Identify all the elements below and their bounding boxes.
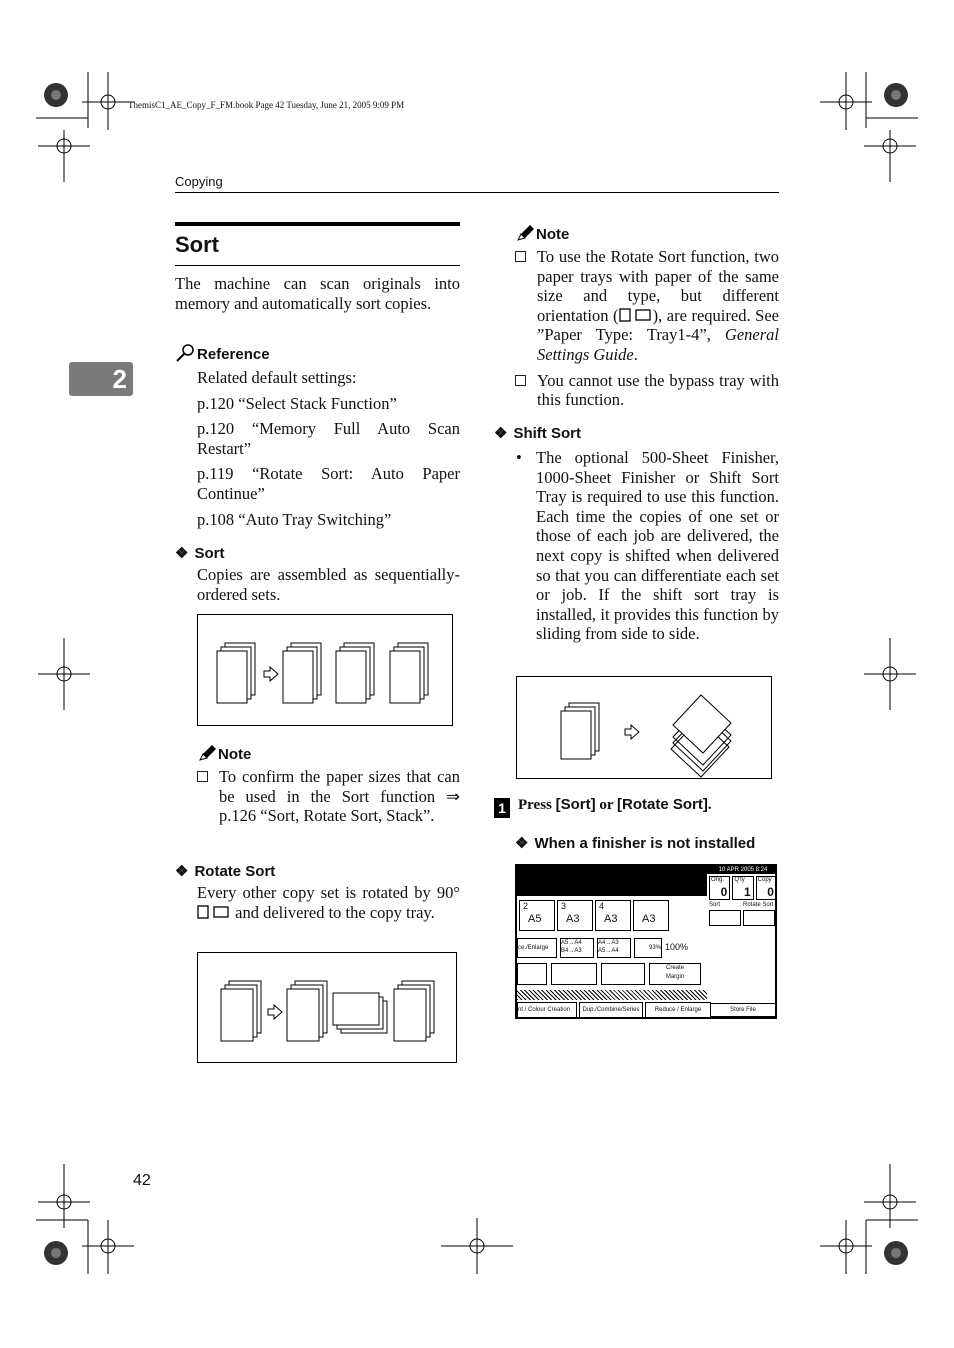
lcd-sort-key[interactable] xyxy=(709,910,741,926)
chapter-tab xyxy=(69,362,133,396)
reference-heading: Reference xyxy=(197,346,270,363)
checkbox-bullet-icon xyxy=(515,251,526,262)
create-margin-button[interactable]: Create Margin xyxy=(649,963,701,985)
note-item-2: You cannot use the bypass tray with this function. xyxy=(537,370,779,410)
tab-reduce-enlarge[interactable]: Reduce / Enlarge xyxy=(645,1002,711,1018)
header-rule xyxy=(175,192,779,193)
portrait-landscape-icon xyxy=(619,308,653,322)
sort-illustration xyxy=(197,614,453,726)
ratio-readout: 100% xyxy=(665,942,689,952)
lcd-ratio-row xyxy=(517,938,695,958)
step-1 xyxy=(494,796,779,818)
counter-copy: Copy 0 xyxy=(756,876,777,900)
shift-sort-subsection xyxy=(494,424,779,644)
tab-colour-creation[interactable]: nt / Colour Creation xyxy=(517,1002,577,1018)
ratio-button[interactable]: A4→A3 A5→A4 xyxy=(597,938,631,958)
reference-line: p.108 “Auto Tray Switching” xyxy=(197,509,392,529)
reference-line: Related default settings: xyxy=(197,368,357,387)
note-item-1b: ), are required. See ”Paper Type: Tray1-4”, xyxy=(537,305,779,345)
lcd-sort-keys: Sort Rotate Sort xyxy=(709,902,777,928)
tab-dup-combine-series[interactable]: Dup./Combine/Series xyxy=(579,1002,643,1018)
note-item: To confirm the paper sizes that can be used in the Sort function ⇒ p.126 “Sort, Rotate Sort, Stack”. xyxy=(219,767,460,826)
lcd-tray-row xyxy=(519,900,669,931)
diamond-icon: ❖ xyxy=(175,545,189,562)
tray-button[interactable]: 3 A3 xyxy=(557,900,593,931)
page-number: 42 xyxy=(133,1172,151,1189)
chapter-number: 2 xyxy=(112,364,127,394)
intro-text: The machine can scan originals into memory and automatically sort copies. xyxy=(175,274,460,313)
note-heading: Note xyxy=(536,226,570,243)
finisher-heading: When a finisher is not installed xyxy=(534,835,756,852)
pencil-icon xyxy=(197,744,217,762)
shift-sort-text: The optional 500-Sheet Finisher, 1000-Sheet Finisher or Shift Sort Tray is required to use this function. Each time the copies of one set or those of each job are delivered, the next copy is shifted when delivered so that you can differentiate each set or job. If the shift sort tray is installed, it provides this function by sliding from side to side. xyxy=(536,448,779,644)
file-info: ThemisC1_AE_Copy_F_FM.book Page 42 Tuesday, June 21, 2005 9:09 PM xyxy=(128,100,405,110)
step-text-end: . xyxy=(707,797,712,813)
sort-heading: Sort xyxy=(194,545,225,562)
step-number-badge: 1 xyxy=(494,798,510,818)
counter-quantity: Q'ty 1 xyxy=(732,876,753,900)
rotate-sort-key: [Rotate Sort] xyxy=(617,796,708,813)
store-file-button[interactable]: Store File xyxy=(710,1003,776,1017)
rotate-sort-illustration xyxy=(197,952,457,1063)
rotate-sort-subsection xyxy=(175,862,460,922)
title-rule-bottom xyxy=(175,265,460,266)
lcd-tabs xyxy=(517,1002,711,1018)
right-note xyxy=(515,224,779,410)
magnifier-icon xyxy=(175,344,195,362)
tray-button[interactable]: 4 A3 xyxy=(595,900,631,931)
sort-subsection xyxy=(175,544,460,604)
diamond-icon: ❖ xyxy=(175,863,189,880)
tray-button[interactable]: A3 xyxy=(633,900,669,931)
running-head: Copying xyxy=(175,174,223,189)
lcd-panel xyxy=(515,864,777,1019)
sort-key: [Sort] xyxy=(555,796,596,813)
lcd-counters xyxy=(709,876,777,900)
diamond-icon: ❖ xyxy=(515,835,529,852)
shift-sort-heading: Shift Sort xyxy=(513,425,581,442)
rotate-sort-text-b: and delivered to the copy tray. xyxy=(235,902,435,922)
function-key[interactable] xyxy=(517,963,547,985)
reference-line: p.119 “Rotate Sort: Auto Paper Continue” xyxy=(197,464,460,503)
checkbox-bullet-icon xyxy=(197,771,208,782)
reference-line: p.120 “Memory Full Auto Scan Restart” xyxy=(197,419,460,458)
pencil-icon xyxy=(515,224,535,242)
lcd-function-row xyxy=(517,963,701,985)
counter-original: Orig. 0 xyxy=(709,876,730,900)
finisher-heading-row xyxy=(515,834,755,852)
ratio-button[interactable]: 93% xyxy=(634,938,662,958)
step-text-pre: Press xyxy=(518,797,556,813)
reference-line: p.120 “Select Stack Function” xyxy=(197,393,397,413)
rotate-sort-heading: Rotate Sort xyxy=(194,863,276,880)
section-title: Sort xyxy=(175,232,219,257)
diamond-icon: ❖ xyxy=(494,425,508,442)
checkbox-bullet-icon xyxy=(515,375,526,386)
title-rule-top xyxy=(175,222,460,226)
note-item-1-end: . xyxy=(633,344,638,364)
portrait-landscape-icon xyxy=(197,905,231,919)
lcd-rotate-sort-key[interactable] xyxy=(743,910,775,926)
reference-block xyxy=(175,344,460,529)
lcd-status-text: 10 APR 2005 8:24 xyxy=(718,867,768,873)
ratio-button[interactable]: A5→A4 B4→A3 xyxy=(560,938,594,958)
step-text-mid: or xyxy=(595,797,618,813)
note-item-1-italic: General Settings Guide xyxy=(537,325,779,364)
sort-text: Copies are assembled as sequentially-ordered sets. xyxy=(197,565,460,604)
reduce-enlarge-button[interactable]: ce./Enlarge xyxy=(517,938,557,958)
lcd-status-bar xyxy=(707,866,777,874)
note-item-1a: To use the Rotate Sort function, two paper trays with paper of the same size and type, but different orientation ( xyxy=(537,247,779,325)
rotate-sort-text-a: Every other copy set is rotated by 90° xyxy=(197,883,460,902)
bullet-dot: • xyxy=(516,448,522,467)
function-key[interactable] xyxy=(601,963,645,985)
tray-button[interactable]: 2 A5 xyxy=(519,900,555,931)
lcd-hatch-bar xyxy=(517,990,707,1000)
left-note xyxy=(197,744,460,826)
note-heading: Note xyxy=(218,746,252,763)
shift-sort-illustration xyxy=(516,676,772,779)
function-key[interactable] xyxy=(551,963,597,985)
lcd-message-area xyxy=(517,866,707,896)
